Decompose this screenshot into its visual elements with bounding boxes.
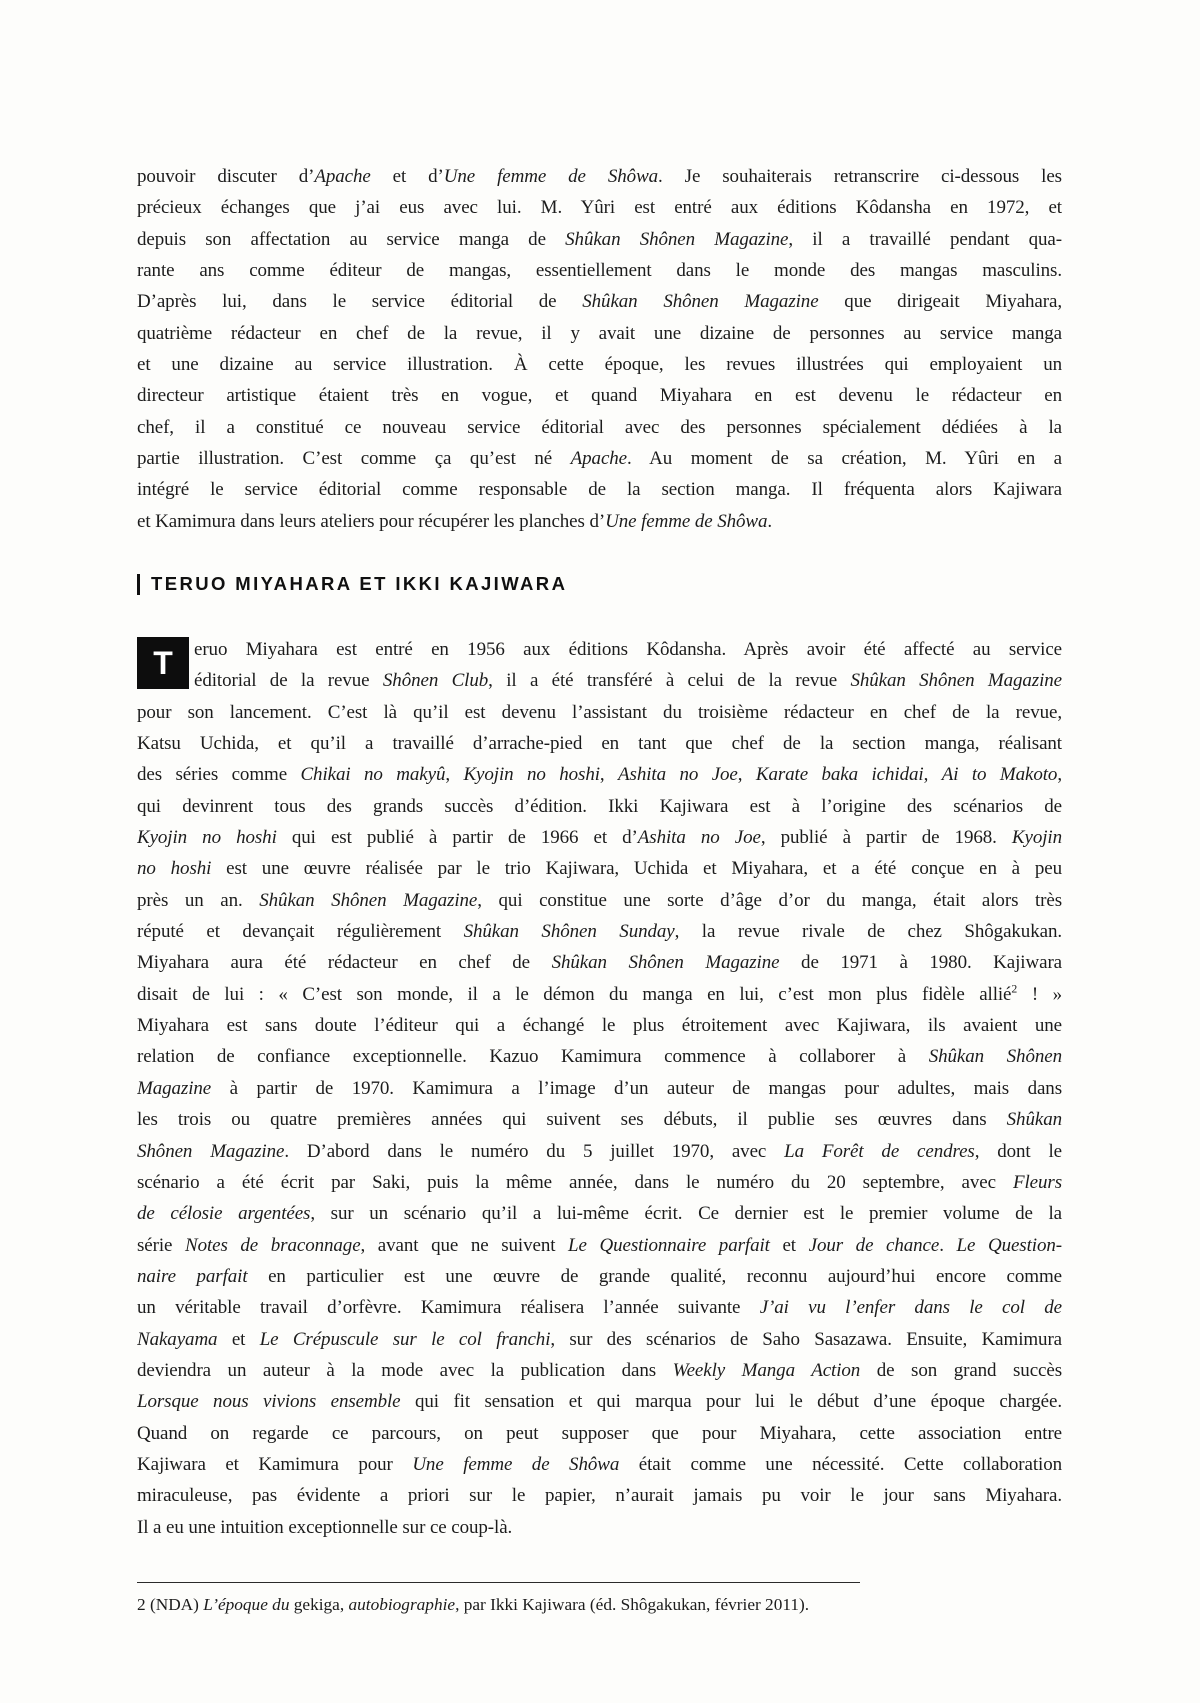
italic-title: Une femme de Shôwa — [443, 166, 659, 187]
text-run: eruo Miyahara est entré en 1956 aux éditions Kôdansha. Après avoir été affecté au service — [194, 639, 1062, 660]
text-line — [137, 161, 1062, 192]
italic-title: Le Question- — [956, 1234, 1062, 1256]
text-run: gekiga, — [289, 1595, 349, 1614]
text-run: qui est publié à partir de 1966 et d’ — [276, 827, 638, 849]
text-run: près un an. — [137, 889, 260, 911]
footnote-rule — [137, 1582, 860, 1583]
italic-title: Jour de chance — [808, 1234, 940, 1256]
italic-title: L’époque du — [203, 1595, 290, 1614]
text-line — [137, 853, 1062, 884]
body-paragraph-2 — [137, 634, 1062, 1543]
italic-title: Shônen Club — [382, 670, 489, 692]
text-run: , la revue rivale de chez Shôgakukan. — [674, 921, 1062, 943]
text-run: et une dizaine au service illustration. À cette époque, les revues illustrées qui employaient un — [137, 354, 1062, 376]
text-run: . — [767, 510, 773, 532]
italic-title: J’ai vu l’enfer dans le col de — [759, 1297, 1062, 1319]
text-run: et d’ — [370, 166, 444, 187]
italic-title: Shûkan Shônen Sunday — [463, 921, 675, 943]
text-run: D’après lui, dans le service éditorial de — [137, 291, 583, 313]
text-line — [137, 1292, 1062, 1323]
italic-title: Shûkan Shônen Magazine — [582, 291, 819, 313]
text-run: 2 (NDA) — [137, 1595, 204, 1614]
text-run: partie illustration. C’est comme ça qu’est né — [137, 448, 571, 470]
drop-cap: T — [137, 637, 189, 689]
text-run: Miyahara aura été rédacteur en chef de — [137, 952, 552, 974]
text-line — [137, 1167, 1062, 1198]
text-run: depuis son affectation au service manga de — [137, 228, 566, 250]
text-run: , dont le — [974, 1140, 1062, 1162]
text-run: miraculeuse, pas évidente a priori sur le papier, n’aurait jamais pu voir le jour sans Miyahara. — [137, 1485, 1062, 1507]
italic-title: no hoshi — [137, 858, 212, 880]
text-run: disait de lui : « C’est son monde, il a le démon du manga en lui, c’est mon plus fidèle allié — [137, 983, 1012, 1005]
text-line — [137, 474, 1062, 505]
text-line — [137, 349, 1062, 380]
text-line — [137, 1261, 1062, 1292]
text-line — [137, 1010, 1062, 1041]
footnote — [137, 1592, 1017, 1617]
text-line — [137, 1230, 1062, 1261]
italic-title: Fleurs — [1012, 1171, 1062, 1193]
text-run: , sur un scénario qu’il a lui-même écrit. Ce dernier est le premier volume de la — [310, 1203, 1062, 1225]
italic-title: de célosie argentées — [137, 1203, 311, 1225]
body-paragraph-2-wrap — [137, 634, 1062, 1543]
italic-title: Kyojin — [1011, 827, 1062, 849]
text-line — [137, 380, 1062, 411]
italic-title: autobiographie — [348, 1595, 456, 1614]
text-run: pour son lancement. C’est là qu’il est devenu l’assistant du troisième rédacteur en chef de la revue, — [137, 701, 1062, 723]
italic-title: Shûkan Shônen Magazine — [565, 228, 789, 250]
text-line — [137, 192, 1062, 223]
text-run: . Je souhaiterais retranscrire ci-dessous les — [658, 166, 1062, 187]
text-run: , par Ikki Kajiwara (éd. Shôgakukan, février 2011). — [455, 1595, 810, 1614]
text-run: , — [445, 764, 464, 786]
text-run: ! » — [1017, 983, 1062, 1005]
text-run: . Au moment de sa création, M. Yûri en a — [627, 448, 1062, 470]
text-line — [137, 1480, 1062, 1511]
text-line — [137, 885, 1062, 916]
text-line — [137, 916, 1062, 947]
body-paragraph-1 — [137, 161, 1062, 537]
text-line — [137, 728, 1062, 759]
italic-title: Karate baka ichidai — [755, 764, 924, 786]
text-run: et — [217, 1328, 260, 1350]
italic-title: Apache — [314, 166, 371, 187]
text-run: de 1971 à 1980. Kajiwara — [779, 952, 1062, 974]
text-run: et — [769, 1234, 809, 1256]
text-run: quatrième rédacteur en chef de la revue, il y avait une dizaine de personnes au service manga — [137, 322, 1062, 344]
text-run: les trois ou quatre premières années qui suivent ses débuts, il publie ses œuvres dans — [137, 1109, 1007, 1131]
text-line — [137, 224, 1062, 255]
text-run: de son grand succès — [860, 1359, 1062, 1381]
text-line — [137, 318, 1062, 349]
italic-title: Notes de braconnage — [185, 1234, 361, 1256]
text-run: Katsu Uchida, et qu’il a travaillé d’arrache-pied en tant que chef de la section manga, réalisant — [137, 733, 1062, 755]
text-run: série — [137, 1234, 185, 1256]
italic-title: Magazine — [137, 1077, 212, 1099]
heading-marker-bar-icon — [137, 574, 140, 595]
italic-title: Nakayama — [137, 1328, 218, 1350]
text-run: , sur des scénarios de Saho Sasazawa. Ensuite, Kamimura — [550, 1328, 1062, 1350]
text-line — [137, 1449, 1062, 1480]
text-run: scénario a été écrit par Saki, puis la même année, dans le numéro du 20 septembre, avec — [137, 1171, 1013, 1193]
italic-title: Shûkan — [1006, 1109, 1062, 1131]
text-run: Miyahara est sans doute l’éditeur qui a échangé le plus étroitement avec Kajiwara, ils avaient une — [137, 1015, 1062, 1037]
text-line — [137, 1324, 1062, 1355]
text-line — [137, 1592, 1017, 1617]
text-run: chef, il a constitué ce nouveau service éditorial avec des personnes spécialement dédiées à la — [137, 416, 1062, 438]
italic-title: Shûkan Shônen Magazine — [551, 952, 780, 974]
text-run: , — [923, 764, 942, 786]
text-run: qui devinrent tous des grands succès d’édition. Ikki Kajiwara est à l’origine des scénarios de — [137, 795, 1062, 817]
text-line — [137, 759, 1062, 790]
text-line — [137, 255, 1062, 286]
text-run: Il a eu une intuition exceptionnelle sur ce coup-là. — [137, 1516, 513, 1538]
text-run: était comme une nécessité. Cette collaboration — [619, 1453, 1062, 1475]
italic-title: Une femme de Shôwa — [412, 1453, 620, 1475]
text-run: pouvoir discuter d’ — [137, 166, 315, 187]
italic-title: Apache — [570, 448, 628, 470]
text-run: Kajiwara et Kamimura pour — [137, 1453, 413, 1475]
text-line — [137, 1386, 1062, 1417]
text-run: , — [599, 764, 619, 786]
text-run: rante ans comme éditeur de mangas, essentiellement dans le monde des mangas masculins. — [137, 260, 1062, 282]
italic-title: Le Crépuscule sur le col franchi — [259, 1328, 551, 1350]
text-run: . — [939, 1234, 957, 1256]
italic-title: Une femme de Shôwa — [605, 510, 768, 532]
text-run: . D’abord dans le numéro du 5 juillet 1970, avec — [284, 1140, 785, 1162]
text-run: Quand on regarde ce parcours, on peut supposer que pour Miyahara, cette association entre — [137, 1422, 1062, 1444]
text-line — [137, 1418, 1062, 1449]
text-run: , qui constitue une sorte d’âge d’or du manga, était alors très — [477, 889, 1062, 911]
text-line — [137, 979, 1062, 1010]
text-run: que dirigeait Miyahara, — [818, 291, 1062, 313]
italic-title: La Forêt de cendres — [784, 1140, 975, 1162]
text-run: directeur artistique étaient très en vogue, et quand Miyahara en est devenu le rédacteur en — [137, 385, 1062, 407]
text-run: des séries comme — [137, 764, 301, 786]
text-run: qui fit sensation et qui marqua pour lui le début d’une époque chargée. — [400, 1391, 1062, 1413]
text-line — [137, 1355, 1062, 1386]
text-line — [194, 665, 1062, 696]
italic-title: Lorsque nous vivions ensemble — [137, 1391, 401, 1413]
text-line — [137, 791, 1062, 822]
text-run: à partir de 1970. Kamimura a l’image d’un auteur de mangas pour adultes, mais dans — [211, 1077, 1062, 1099]
text-run: , il a travaillé pendant qua- — [788, 228, 1062, 250]
text-run: , publié à partir de 1968. — [760, 827, 1012, 849]
italic-title: Shûkan Shônen — [928, 1046, 1062, 1068]
text-run: est une œuvre réalisée par le trio Kajiwara, Uchida et Miyahara, et a été conçue en à peu — [211, 858, 1062, 880]
section-heading — [137, 573, 567, 595]
text-line — [137, 1136, 1062, 1167]
text-line — [137, 443, 1062, 474]
text-run: , — [1057, 764, 1062, 786]
text-line — [194, 634, 1062, 665]
text-run: , il a été transféré à celui de la revue — [488, 670, 851, 692]
italic-title: Ai to Makoto — [941, 764, 1058, 786]
text-line — [137, 286, 1062, 317]
text-line — [137, 1104, 1062, 1135]
text-run: précieux échanges que j’ai eus avec lui. M. Yûri est entré aux éditions Kôdansha en 1972, et — [137, 197, 1062, 219]
text-line — [137, 412, 1062, 443]
text-run: deviendra un auteur à la mode avec la publication dans — [137, 1359, 673, 1381]
italic-title: Kyojin no hoshi — [463, 764, 600, 786]
text-run: éditorial de la revue — [194, 670, 383, 692]
text-line — [137, 697, 1062, 728]
italic-title: Le Questionnaire parfait — [568, 1234, 770, 1256]
text-run: un véritable travail d’orfèvre. Kamimura réalisera l’année suivante — [137, 1297, 760, 1319]
section-heading-label: TERUO MIYAHARA ET IKKI KAJIWARA — [151, 573, 568, 594]
italic-title: Chikai no makyû — [300, 764, 446, 786]
text-line — [137, 1041, 1062, 1072]
italic-title: Weekly Manga Action — [672, 1359, 861, 1381]
italic-title: Kyojin no hoshi — [137, 827, 277, 849]
text-run: intégré le service éditorial comme responsable de la section manga. Il fréquenta alors Kajiwara — [137, 479, 1062, 501]
italic-title: Shûkan Shônen Magazine — [259, 889, 478, 911]
text-line — [137, 822, 1062, 853]
text-line — [137, 506, 1062, 537]
text-line — [137, 1073, 1062, 1104]
text-run: relation de confiance exceptionnelle. Kazuo Kamimura commence à collaborer à — [137, 1046, 929, 1068]
italic-title: Ashita no Joe — [637, 827, 761, 849]
text-run: , — [737, 764, 756, 786]
italic-title: Shônen Magazine — [137, 1140, 285, 1162]
text-run: en particulier est une œuvre de grande qualité, reconnu aujourd’hui encore comme — [247, 1265, 1062, 1287]
footnote-reference: 2 — [1011, 982, 1018, 996]
italic-title: naire parfait — [137, 1265, 248, 1287]
text-line — [137, 1512, 1062, 1543]
text-run: , avant que ne suivent — [360, 1234, 569, 1256]
text-line — [137, 1198, 1062, 1229]
italic-title: Shûkan Shônen Magazine — [850, 670, 1062, 692]
italic-title: Ashita no Joe — [618, 764, 738, 786]
text-line — [137, 947, 1062, 978]
text-run: réputé et devançait régulièrement — [137, 921, 464, 943]
text-run: et Kamimura dans leurs ateliers pour récupérer les planches d’ — [137, 510, 606, 532]
